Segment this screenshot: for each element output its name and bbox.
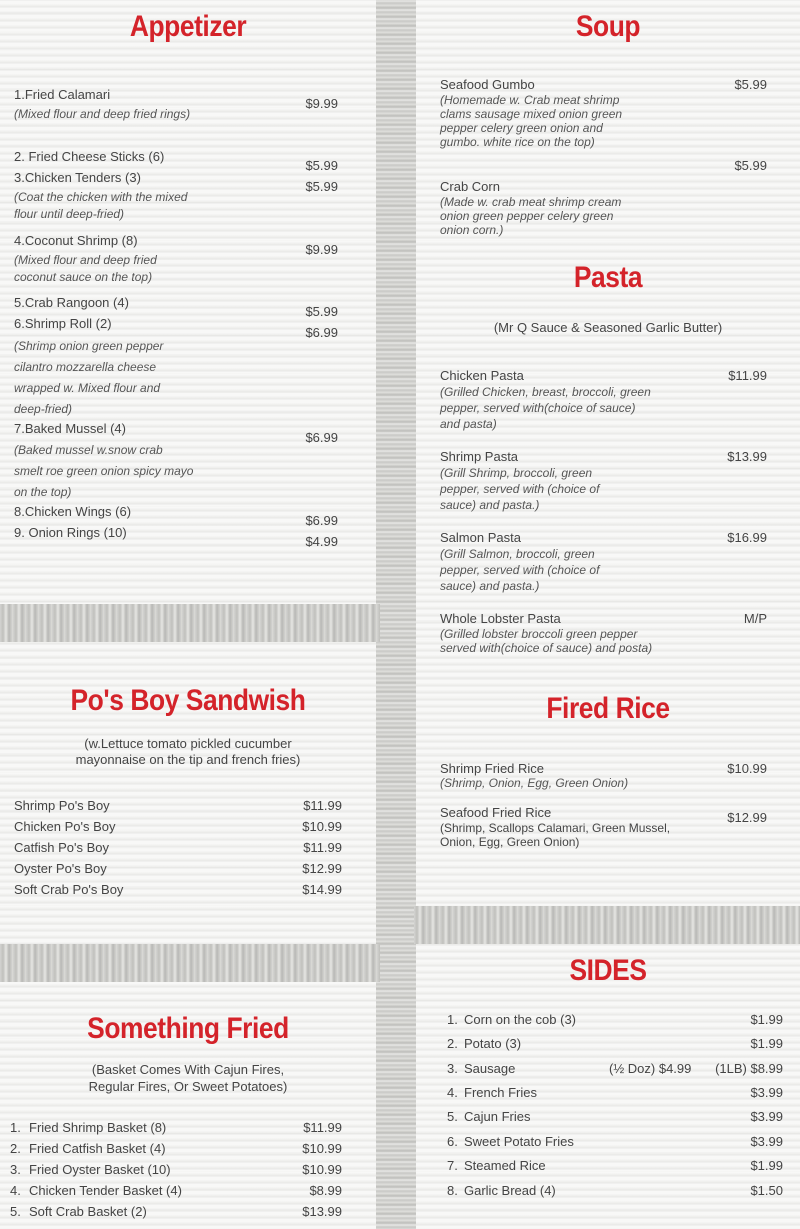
menu-item-price: $11.99 <box>728 368 767 383</box>
menu-item-name: Steamed Rice <box>464 1158 546 1173</box>
menu-item-name: Fried Catfish Basket (4) <box>29 1141 166 1156</box>
sides-section <box>416 944 800 1229</box>
menu-item-name: Chicken Po's Boy <box>14 819 116 834</box>
menu-item-desc: (Made w. crab meat shrimp cream onion green pepper celery green onion corn.) <box>440 195 622 237</box>
menu-item-name: Catfish Po's Boy <box>14 840 109 855</box>
menu-item-name: Garlic Bread (4) <box>464 1183 556 1198</box>
list-number: 2. <box>10 1141 21 1156</box>
menu-item-price: $10.99 <box>727 761 767 776</box>
something-fried-subtitle-line2: Regular Fires, Or Sweet Potatoes) <box>88 1079 288 1094</box>
poboy-title: Po's Boy Sandwish <box>70 684 306 717</box>
menu-item-name: Chicken Tender Basket (4) <box>29 1183 182 1198</box>
list-number: 3. <box>10 1162 21 1177</box>
menu-item-name: Seafood Gumbo <box>440 77 535 92</box>
list-number: 4. <box>447 1085 458 1100</box>
menu-item-name: Corn on the cob (3) <box>464 1012 577 1027</box>
menu-item-desc: (Homemade w. Crab meat shrimp clams sausage mixed onion green pepper celery green onion and gumbo. white rice on the top) <box>440 93 623 149</box>
menu-item-desc: (Mixed flour and deep fried rings) <box>14 107 191 121</box>
menu-item-price: $6.99 <box>305 513 338 528</box>
menu-item-price: $5.99 <box>305 158 338 173</box>
menu-item-extra-price: (½ Doz) $4.99 <box>609 1061 692 1076</box>
menu-item-price: $13.99 <box>302 1204 342 1219</box>
menu-item-desc: (Shrimp, Scallops Calamari, Green Mussel, Onion, Egg, Green Onion) <box>440 821 671 849</box>
vertical-wood-seam <box>376 0 416 1229</box>
menu-item-price: $11.99 <box>303 798 342 813</box>
list-number: 5. <box>10 1204 21 1219</box>
menu-item-name: Whole Lobster Pasta <box>440 611 561 626</box>
menu-item-name: Sausage <box>464 1061 516 1076</box>
menu-item-name: Shrimp Fried Rice <box>440 761 545 776</box>
menu-item-price: $9.99 <box>305 242 338 257</box>
menu-item-desc: (Grill Salmon, broccoli, green pepper, served with (choice of sauce) and pasta.) <box>440 547 600 593</box>
menu-item-price: (1LB) $8.99 <box>715 1061 783 1076</box>
menu-item-name: Soft Crab Po's Boy <box>14 882 124 897</box>
menu-item-name: Shrimp Po's Boy <box>14 798 110 813</box>
appetizer-title: Appetizer <box>129 10 247 43</box>
menu-item-name: Shrimp Pasta <box>440 449 519 464</box>
pasta-title: Pasta <box>573 261 643 294</box>
something-fried-subtitle-line1: (Basket Comes With Cajun Fires, <box>91 1062 285 1077</box>
list-number: 1. <box>447 1012 458 1027</box>
menu-item-price: $14.99 <box>302 882 342 897</box>
menu-item-name: Fried Shrimp Basket (8) <box>29 1120 167 1135</box>
menu-item-price: $5.99 <box>305 304 338 319</box>
menu-item-price: $5.99 <box>305 179 338 194</box>
menu-item-price: $1.99 <box>750 1158 783 1173</box>
menu-item-name: French Fries <box>464 1085 537 1100</box>
sides-title: SIDES <box>569 954 647 987</box>
menu-item-name: 8.Chicken Wings (6) <box>14 504 132 519</box>
horizontal-wood-seam-left-2 <box>0 944 380 982</box>
menu-item-name: Sweet Potato Fries <box>464 1134 574 1149</box>
something-fried-section <box>0 985 376 1229</box>
menu-item-price: $11.99 <box>303 1120 342 1135</box>
menu-item-desc: (Grilled lobster broccoli green pepper served with(choice of sauce) and posta) <box>440 627 653 655</box>
menu-item-price: $11.99 <box>303 840 342 855</box>
menu-item-name: 4.Coconut Shrimp (8) <box>14 233 138 248</box>
soup-title: Soup <box>575 10 641 43</box>
poboy-subtitle-line2: mayonnaise on the tip and french fries) <box>75 752 301 767</box>
menu-item-name: 3.Chicken Tenders (3) <box>14 170 141 185</box>
menu-item-price: $10.99 <box>302 1162 342 1177</box>
appetizer-section <box>0 0 376 600</box>
poboy-subtitle-line1: (w.Lettuce tomato pickled cucumber <box>84 736 292 751</box>
menu-item-price: $10.99 <box>302 1141 342 1156</box>
pasta-subtitle: (Mr Q Sauce & Seasoned Garlic Butter) <box>493 320 723 335</box>
menu-item-price: $6.99 <box>305 430 338 445</box>
menu-item-price: $13.99 <box>727 449 767 464</box>
menu-item-price: $8.99 <box>309 1183 342 1198</box>
menu-item-name: 1.Fried Calamari <box>14 87 111 102</box>
menu-item-price: $16.99 <box>727 530 767 545</box>
menu-item-name: Fried Oyster Basket (10) <box>29 1162 171 1177</box>
menu-item-name: Soft Crab Basket (2) <box>29 1204 147 1219</box>
menu-item-desc: (Grill Shrimp, broccoli, green pepper, served with (choice of sauce) and pasta.) <box>440 466 600 512</box>
menu-item-desc: (Grilled Chicken, breast, broccoli, green pepper, served with(choice of sauce) and pasta) <box>440 385 651 431</box>
menu-item-price: $3.99 <box>750 1085 783 1100</box>
menu-item-name: Crab Corn <box>440 179 500 194</box>
menu-item-price: $10.99 <box>302 819 342 834</box>
menu-item-price: $5.99 <box>734 158 767 173</box>
menu-item-desc: (Coat the chicken with the mixed flour until deep-fried) <box>14 190 188 221</box>
menu-item-price: $12.99 <box>727 810 767 825</box>
soup-section <box>416 0 800 250</box>
menu-item-price: $4.99 <box>305 534 338 549</box>
menu-item-price: M/P <box>743 611 767 626</box>
list-number: 2. <box>447 1036 458 1051</box>
friedrice-section <box>416 680 800 900</box>
list-number: 4. <box>10 1183 21 1198</box>
menu-item-name: 9. Onion Rings (10) <box>14 525 127 540</box>
list-number: 5. <box>447 1109 458 1124</box>
menu-item-name: Chicken Pasta <box>440 368 524 383</box>
list-number: 3. <box>447 1061 458 1076</box>
menu-item-name: Potato (3) <box>464 1036 522 1051</box>
menu-item-name: Cajun Fries <box>464 1109 531 1124</box>
menu-item-name: Oyster Po's Boy <box>14 861 107 876</box>
horizontal-wood-seam-right <box>414 906 800 944</box>
menu-item-name: Salmon Pasta <box>440 530 521 545</box>
menu-item-price: $12.99 <box>302 861 342 876</box>
menu-item-desc: (Shrimp, Onion, Egg, Green Onion) <box>440 776 629 790</box>
menu-item-name: 6.Shrimp Roll (2) <box>14 316 112 331</box>
menu-item-price: $1.99 <box>750 1012 783 1027</box>
menu-item-desc: (Shrimp onion green pepper cilantro mozzarella cheese wrapped w. Mixed flour and deep-fried) <box>14 339 164 416</box>
menu-item-price: $1.50 <box>750 1183 783 1198</box>
menu-item-name: Seafood Fried Rice <box>440 805 552 820</box>
menu-item-name: 2. Fried Cheese Sticks (6) <box>14 149 165 164</box>
something-fried-title: Something Fried <box>87 1012 289 1045</box>
menu-item-desc: (Baked mussel w.snow crab smelt roe green onion spicy mayo on the top) <box>14 443 194 499</box>
friedrice-title: Fired Rice <box>546 692 670 725</box>
list-number: 1. <box>10 1120 21 1135</box>
horizontal-wood-seam-left-1 <box>0 604 380 642</box>
pasta-section <box>416 250 800 680</box>
menu-item-price: $6.99 <box>305 325 338 340</box>
menu-item-price: $3.99 <box>750 1134 783 1149</box>
menu-item-price: $3.99 <box>750 1109 783 1124</box>
menu-item-price: $9.99 <box>305 96 338 111</box>
menu-item-name: 7.Baked Mussel (4) <box>14 421 126 436</box>
list-number: 7. <box>447 1158 458 1173</box>
menu-item-name: 5.Crab Rangoon (4) <box>14 295 129 310</box>
poboy-section <box>0 642 376 942</box>
menu-item-desc: (Mixed flour and deep fried coconut sauce on the top) <box>14 253 157 284</box>
menu-item-price: $5.99 <box>734 77 767 92</box>
list-number: 6. <box>447 1134 458 1149</box>
menu-item-price: $1.99 <box>750 1036 783 1051</box>
list-number: 8. <box>447 1183 458 1198</box>
